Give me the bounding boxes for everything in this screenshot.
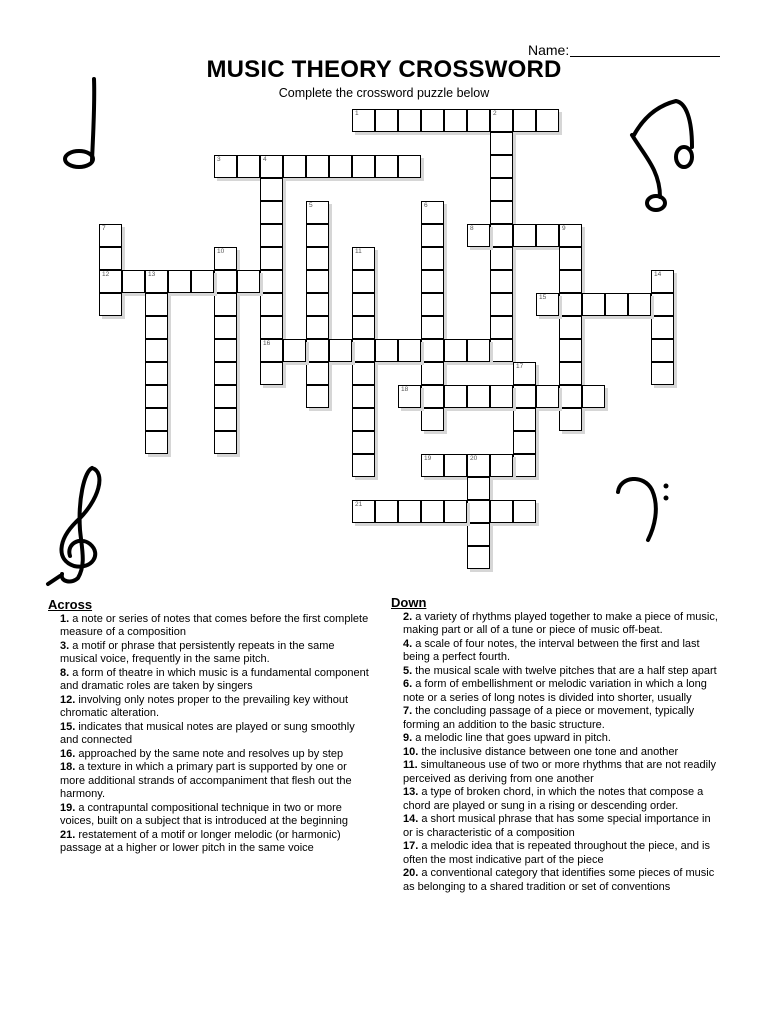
crossword-cell[interactable]	[329, 155, 352, 178]
crossword-cell[interactable]	[559, 339, 582, 362]
cell-number: 5	[309, 202, 313, 209]
page-subtitle: Complete the crossword puzzle below	[278, 86, 490, 100]
crossword-cell[interactable]	[605, 293, 628, 316]
crossword-cell[interactable]	[536, 224, 559, 247]
across-clue	[48, 721, 370, 748]
crossword-cell[interactable]	[214, 408, 237, 431]
crossword-cell[interactable]	[582, 293, 605, 316]
crossword-cell[interactable]	[467, 500, 490, 523]
clue-number: 21.	[60, 828, 76, 841]
crossword-cell[interactable]	[421, 362, 444, 385]
crossword-cell[interactable]	[352, 155, 375, 178]
crossword-cell[interactable]	[444, 385, 467, 408]
crossword-cell[interactable]	[651, 293, 674, 316]
crossword-cell[interactable]	[490, 247, 513, 270]
cell-number: 13	[148, 271, 156, 278]
cell-number: 8	[470, 225, 474, 232]
crossword-cell[interactable]	[421, 339, 444, 362]
crossword-cell[interactable]	[214, 385, 237, 408]
crossword-cell[interactable]	[237, 270, 260, 293]
crossword-cell[interactable]	[99, 293, 122, 316]
clue-text: a form of theatre in which music is a fundamental component and dramatic roles are taken by singers	[60, 666, 369, 692]
clue-number: 8.	[60, 666, 70, 679]
cell-number: 12	[102, 271, 110, 278]
crossword-cell[interactable]	[306, 224, 329, 247]
crossword-cell[interactable]	[145, 385, 168, 408]
crossword-cell[interactable]	[306, 155, 329, 178]
cell-number: 9	[562, 225, 566, 232]
crossword-cell[interactable]	[352, 270, 375, 293]
down-clue	[391, 867, 721, 894]
crossword-cell[interactable]	[490, 132, 513, 155]
clue-number: 12.	[60, 693, 76, 706]
clue-text: involving only notes proper to the prevailing key without chromatic alteration.	[60, 693, 349, 719]
clue-text: restatement of a motif or longer melodic (or harmonic) passage at a higher or lower pitch in the same voice	[60, 828, 341, 854]
crossword-cell[interactable]	[421, 270, 444, 293]
clue-text: a note or series of notes that comes before the first complete measure of a composition	[60, 612, 369, 638]
crossword-cell[interactable]	[467, 454, 490, 477]
cell-number: 16	[263, 340, 271, 347]
down-clue	[391, 732, 721, 746]
clue-number: 5.	[403, 664, 413, 677]
crossword-cell[interactable]	[214, 270, 237, 293]
crossword-cell[interactable]	[559, 385, 582, 408]
crossword-cell[interactable]	[306, 247, 329, 270]
clue-number: 10.	[403, 745, 419, 758]
crossword-cell[interactable]	[398, 385, 421, 408]
cell-number: 11	[355, 248, 362, 255]
cell-number: 2	[493, 110, 497, 117]
crossword-cell[interactable]	[352, 293, 375, 316]
bass-clef-icon	[608, 470, 678, 545]
crossword-cell[interactable]	[306, 270, 329, 293]
crossword-cell[interactable]	[536, 293, 559, 316]
crossword-cell[interactable]	[536, 385, 559, 408]
crossword-cell[interactable]	[421, 316, 444, 339]
cell-number: 18	[401, 386, 409, 393]
crossword-cell[interactable]	[490, 201, 513, 224]
crossword-cell[interactable]	[513, 385, 536, 408]
crossword-cell[interactable]	[306, 362, 329, 385]
crossword-cell[interactable]	[375, 339, 398, 362]
crossword-cell[interactable]	[352, 431, 375, 454]
crossword-cell[interactable]	[398, 109, 421, 132]
crossword-cell[interactable]	[651, 270, 674, 293]
page-title: MUSIC THEORY CROSSWORD	[206, 56, 562, 83]
crossword-cell[interactable]	[306, 293, 329, 316]
down-clue	[391, 786, 721, 813]
crossword-cell[interactable]	[214, 316, 237, 339]
crossword-cell[interactable]	[559, 362, 582, 385]
crossword-cell[interactable]	[628, 293, 651, 316]
crossword-cell[interactable]	[122, 270, 145, 293]
across-clue	[48, 694, 370, 721]
crossword-cell[interactable]	[467, 339, 490, 362]
clue-text: a motif or phrase that persistently repeats in the same musical voice, frequently in the same pitch.	[60, 639, 335, 665]
across-clue	[48, 640, 370, 667]
across-clue	[48, 613, 370, 640]
clue-text: a form of embellishment or melodic variation in which a long note or a series of long notes is divided into shorter, usually	[403, 678, 707, 704]
crossword-cell[interactable]	[145, 293, 168, 316]
crossword-cell[interactable]	[490, 155, 513, 178]
clue-text: the concluding passage of a piece or movement, typically forming an addition to the basic structure.	[403, 705, 695, 731]
clue-number: 15.	[60, 720, 76, 733]
crossword-cell[interactable]	[467, 224, 490, 247]
clue-text: a short musical phrase that has some special importance in or is characteristic of a composition	[403, 813, 711, 839]
crossword-cell[interactable]	[260, 270, 283, 293]
crossword-cell[interactable]	[559, 247, 582, 270]
crossword-cell[interactable]	[467, 546, 490, 569]
crossword-cell[interactable]	[467, 477, 490, 500]
down-heading: Down	[391, 595, 427, 610]
crossword-cell[interactable]	[145, 316, 168, 339]
cell-number: 1	[355, 110, 359, 117]
crossword-cell[interactable]	[490, 500, 513, 523]
crossword-cell[interactable]	[421, 500, 444, 523]
clue-text: simultaneous use of two or more rhythms that are not readily perceived as deriving from one another	[403, 759, 717, 785]
clue-text: a texture in which a primary part is supported by one or more additional strands of accompaniment that flesh out the harmony.	[60, 761, 352, 800]
clue-number: 16.	[60, 747, 76, 760]
crossword-cell[interactable]	[214, 247, 237, 270]
crossword-cell[interactable]	[237, 155, 260, 178]
crossword-cell[interactable]	[421, 408, 444, 431]
clue-text: a melodic line that goes upward in pitch.	[415, 732, 611, 744]
crossword-cell[interactable]	[145, 270, 168, 293]
crossword-cell[interactable]	[513, 408, 536, 431]
clue-text: a type of broken chord, in which the notes that compose a chord are played or sung in a rising or descending order.	[403, 786, 704, 812]
clue-number: 20.	[403, 867, 419, 879]
crossword-cell[interactable]	[651, 362, 674, 385]
crossword-cell[interactable]	[306, 316, 329, 339]
crossword-cell[interactable]	[375, 155, 398, 178]
crossword-cell[interactable]	[444, 109, 467, 132]
cell-number: 20	[470, 455, 478, 462]
crossword-cell[interactable]	[490, 316, 513, 339]
crossword-cell[interactable]	[145, 339, 168, 362]
clue-text: a scale of four notes, the interval between the first and last being a perfect fourth.	[403, 637, 700, 663]
across-clue	[48, 761, 370, 802]
cell-number: 17	[516, 363, 524, 370]
clue-number: 18.	[60, 761, 76, 773]
down-clue	[391, 638, 721, 665]
crossword-cell[interactable]	[490, 385, 513, 408]
crossword-cell[interactable]	[352, 454, 375, 477]
crossword-cell[interactable]	[513, 224, 536, 247]
crossword-cell[interactable]	[99, 270, 122, 293]
clue-number: 19.	[60, 801, 76, 814]
crossword-cell[interactable]	[329, 339, 352, 362]
crossword-cell[interactable]	[559, 316, 582, 339]
across-clue	[48, 748, 370, 762]
crossword-cell[interactable]	[352, 316, 375, 339]
cell-number: 15	[539, 294, 547, 301]
crossword-cell[interactable]	[421, 247, 444, 270]
crossword-cell[interactable]	[375, 500, 398, 523]
cell-number: 10	[217, 248, 225, 255]
crossword-cell[interactable]	[352, 408, 375, 431]
crossword-cell[interactable]	[260, 201, 283, 224]
cell-number: 7	[102, 225, 106, 232]
crossword-cell[interactable]	[490, 178, 513, 201]
clue-number: 9.	[403, 732, 413, 744]
crossword-cell[interactable]	[191, 270, 214, 293]
crossword-cell[interactable]	[214, 431, 237, 454]
crossword-cell[interactable]	[444, 500, 467, 523]
down-clue	[391, 611, 721, 638]
crossword-cell[interactable]	[490, 224, 513, 247]
across-clues	[48, 598, 370, 856]
clue-number: 7.	[403, 705, 413, 717]
clue-number: 11.	[403, 759, 418, 771]
crossword-cell[interactable]	[283, 155, 306, 178]
crossword-cell[interactable]	[352, 339, 375, 362]
treble-clef-icon	[40, 460, 115, 590]
crossword-cell[interactable]	[145, 431, 168, 454]
crossword-cell[interactable]	[260, 293, 283, 316]
crossword-cell[interactable]	[421, 454, 444, 477]
crossword-cell[interactable]	[260, 316, 283, 339]
clue-text: approached by the same note and resolves up by step	[78, 747, 344, 760]
down-clue	[391, 678, 721, 705]
crossword-cell[interactable]	[513, 362, 536, 385]
crossword-cell[interactable]	[214, 339, 237, 362]
name-label: Name:	[528, 42, 570, 58]
crossword-cell[interactable]	[375, 109, 398, 132]
crossword-cell[interactable]	[398, 339, 421, 362]
clue-number: 4.	[403, 637, 413, 650]
crossword-cell[interactable]	[651, 339, 674, 362]
crossword-cell[interactable]	[559, 270, 582, 293]
crossword-cell[interactable]	[490, 293, 513, 316]
crossword-cell[interactable]	[306, 201, 329, 224]
across-heading: Across	[48, 597, 93, 612]
crossword-cell[interactable]	[582, 385, 605, 408]
down-clues	[391, 596, 721, 894]
crossword-cell[interactable]	[214, 362, 237, 385]
clue-text: the inclusive distance between one tone and another	[421, 745, 679, 758]
crossword-cell[interactable]	[283, 339, 306, 362]
cell-number: 4	[263, 156, 267, 163]
across-clue	[48, 802, 370, 829]
clue-number: 17.	[403, 840, 419, 852]
crossword-cell[interactable]	[421, 293, 444, 316]
crossword-cell[interactable]	[444, 339, 467, 362]
crossword-cell[interactable]	[421, 224, 444, 247]
crossword-cell[interactable]	[260, 362, 283, 385]
crossword-cell[interactable]	[99, 247, 122, 270]
crossword-cell[interactable]	[513, 431, 536, 454]
clue-number: 14.	[403, 813, 419, 825]
crossword-cell[interactable]	[398, 500, 421, 523]
crossword-cell[interactable]	[444, 454, 467, 477]
crossword-cell[interactable]	[260, 247, 283, 270]
clue-text: indicates that musical notes are played or sung smoothly and connected	[60, 720, 355, 746]
down-clue	[391, 705, 721, 732]
eighth-notes-icon	[620, 95, 710, 215]
down-clue	[391, 746, 721, 760]
clue-number: 1.	[60, 612, 70, 625]
clue-number: 3.	[60, 639, 70, 652]
crossword-cell[interactable]	[467, 523, 490, 546]
crossword-cell[interactable]	[467, 385, 490, 408]
crossword-cell[interactable]	[352, 385, 375, 408]
half-note-icon	[58, 75, 108, 175]
crossword-cell[interactable]	[513, 500, 536, 523]
clue-number: 6.	[403, 678, 413, 690]
crossword-cell[interactable]	[651, 316, 674, 339]
cell-number: 19	[424, 455, 432, 462]
crossword-cell[interactable]	[352, 500, 375, 523]
crossword-cell[interactable]	[513, 109, 536, 132]
crossword-cell[interactable]	[490, 109, 513, 132]
down-clue	[391, 759, 721, 786]
crossword-cell[interactable]	[260, 155, 283, 178]
crossword-cell[interactable]	[145, 362, 168, 385]
crossword-cell[interactable]	[352, 362, 375, 385]
crossword-cell[interactable]	[306, 339, 329, 362]
clue-text: a contrapuntal compositional technique in two or more voices, built on a subject that is introduced at the beginning	[60, 801, 349, 827]
crossword-cell[interactable]	[214, 293, 237, 316]
crossword-cell[interactable]	[421, 109, 444, 132]
clue-text: a melodic idea that is repeated throughout the piece, and is often the most indicative part of the piece	[403, 840, 710, 866]
crossword-cell[interactable]	[214, 155, 237, 178]
crossword-cell[interactable]	[260, 224, 283, 247]
crossword-cell[interactable]	[421, 385, 444, 408]
cell-number: 14	[654, 271, 662, 278]
down-clue	[391, 813, 721, 840]
crossword-cell[interactable]	[260, 339, 283, 362]
clue-text: a variety of rhythms played together to make a piece of music, making part or all of a tune or piece of music off-beat.	[403, 610, 718, 636]
crossword-cell[interactable]	[168, 270, 191, 293]
cell-number: 6	[424, 202, 428, 209]
crossword-cell[interactable]	[490, 454, 513, 477]
crossword-cell[interactable]	[490, 339, 513, 362]
across-clue	[48, 667, 370, 694]
crossword-cell[interactable]	[306, 385, 329, 408]
clue-text: a conventional category that identifies some pieces of music as belonging to a shared tradition or set of conventions	[403, 867, 715, 893]
across-clue	[48, 829, 370, 856]
crossword-cell[interactable]	[352, 109, 375, 132]
cell-number: 21	[355, 501, 363, 508]
down-clue	[391, 665, 721, 679]
crossword-cell[interactable]	[490, 270, 513, 293]
crossword-cell[interactable]	[559, 408, 582, 431]
crossword-cell[interactable]	[559, 293, 582, 316]
crossword-cell[interactable]	[260, 178, 283, 201]
crossword-cell[interactable]	[513, 454, 536, 477]
crossword-cell[interactable]	[467, 109, 490, 132]
down-clue	[391, 840, 721, 867]
clue-number: 13.	[403, 786, 419, 798]
cell-number: 3	[217, 156, 221, 163]
crossword-cell[interactable]	[398, 155, 421, 178]
crossword-cell[interactable]	[559, 224, 582, 247]
crossword-cell[interactable]	[145, 408, 168, 431]
crossword-cell[interactable]	[421, 201, 444, 224]
crossword-cell[interactable]	[99, 224, 122, 247]
clue-text: the musical scale with twelve pitches that are a half step apart	[415, 664, 717, 677]
crossword-cell[interactable]	[536, 109, 559, 132]
clue-number: 2.	[403, 610, 413, 623]
crossword-cell[interactable]	[352, 247, 375, 270]
